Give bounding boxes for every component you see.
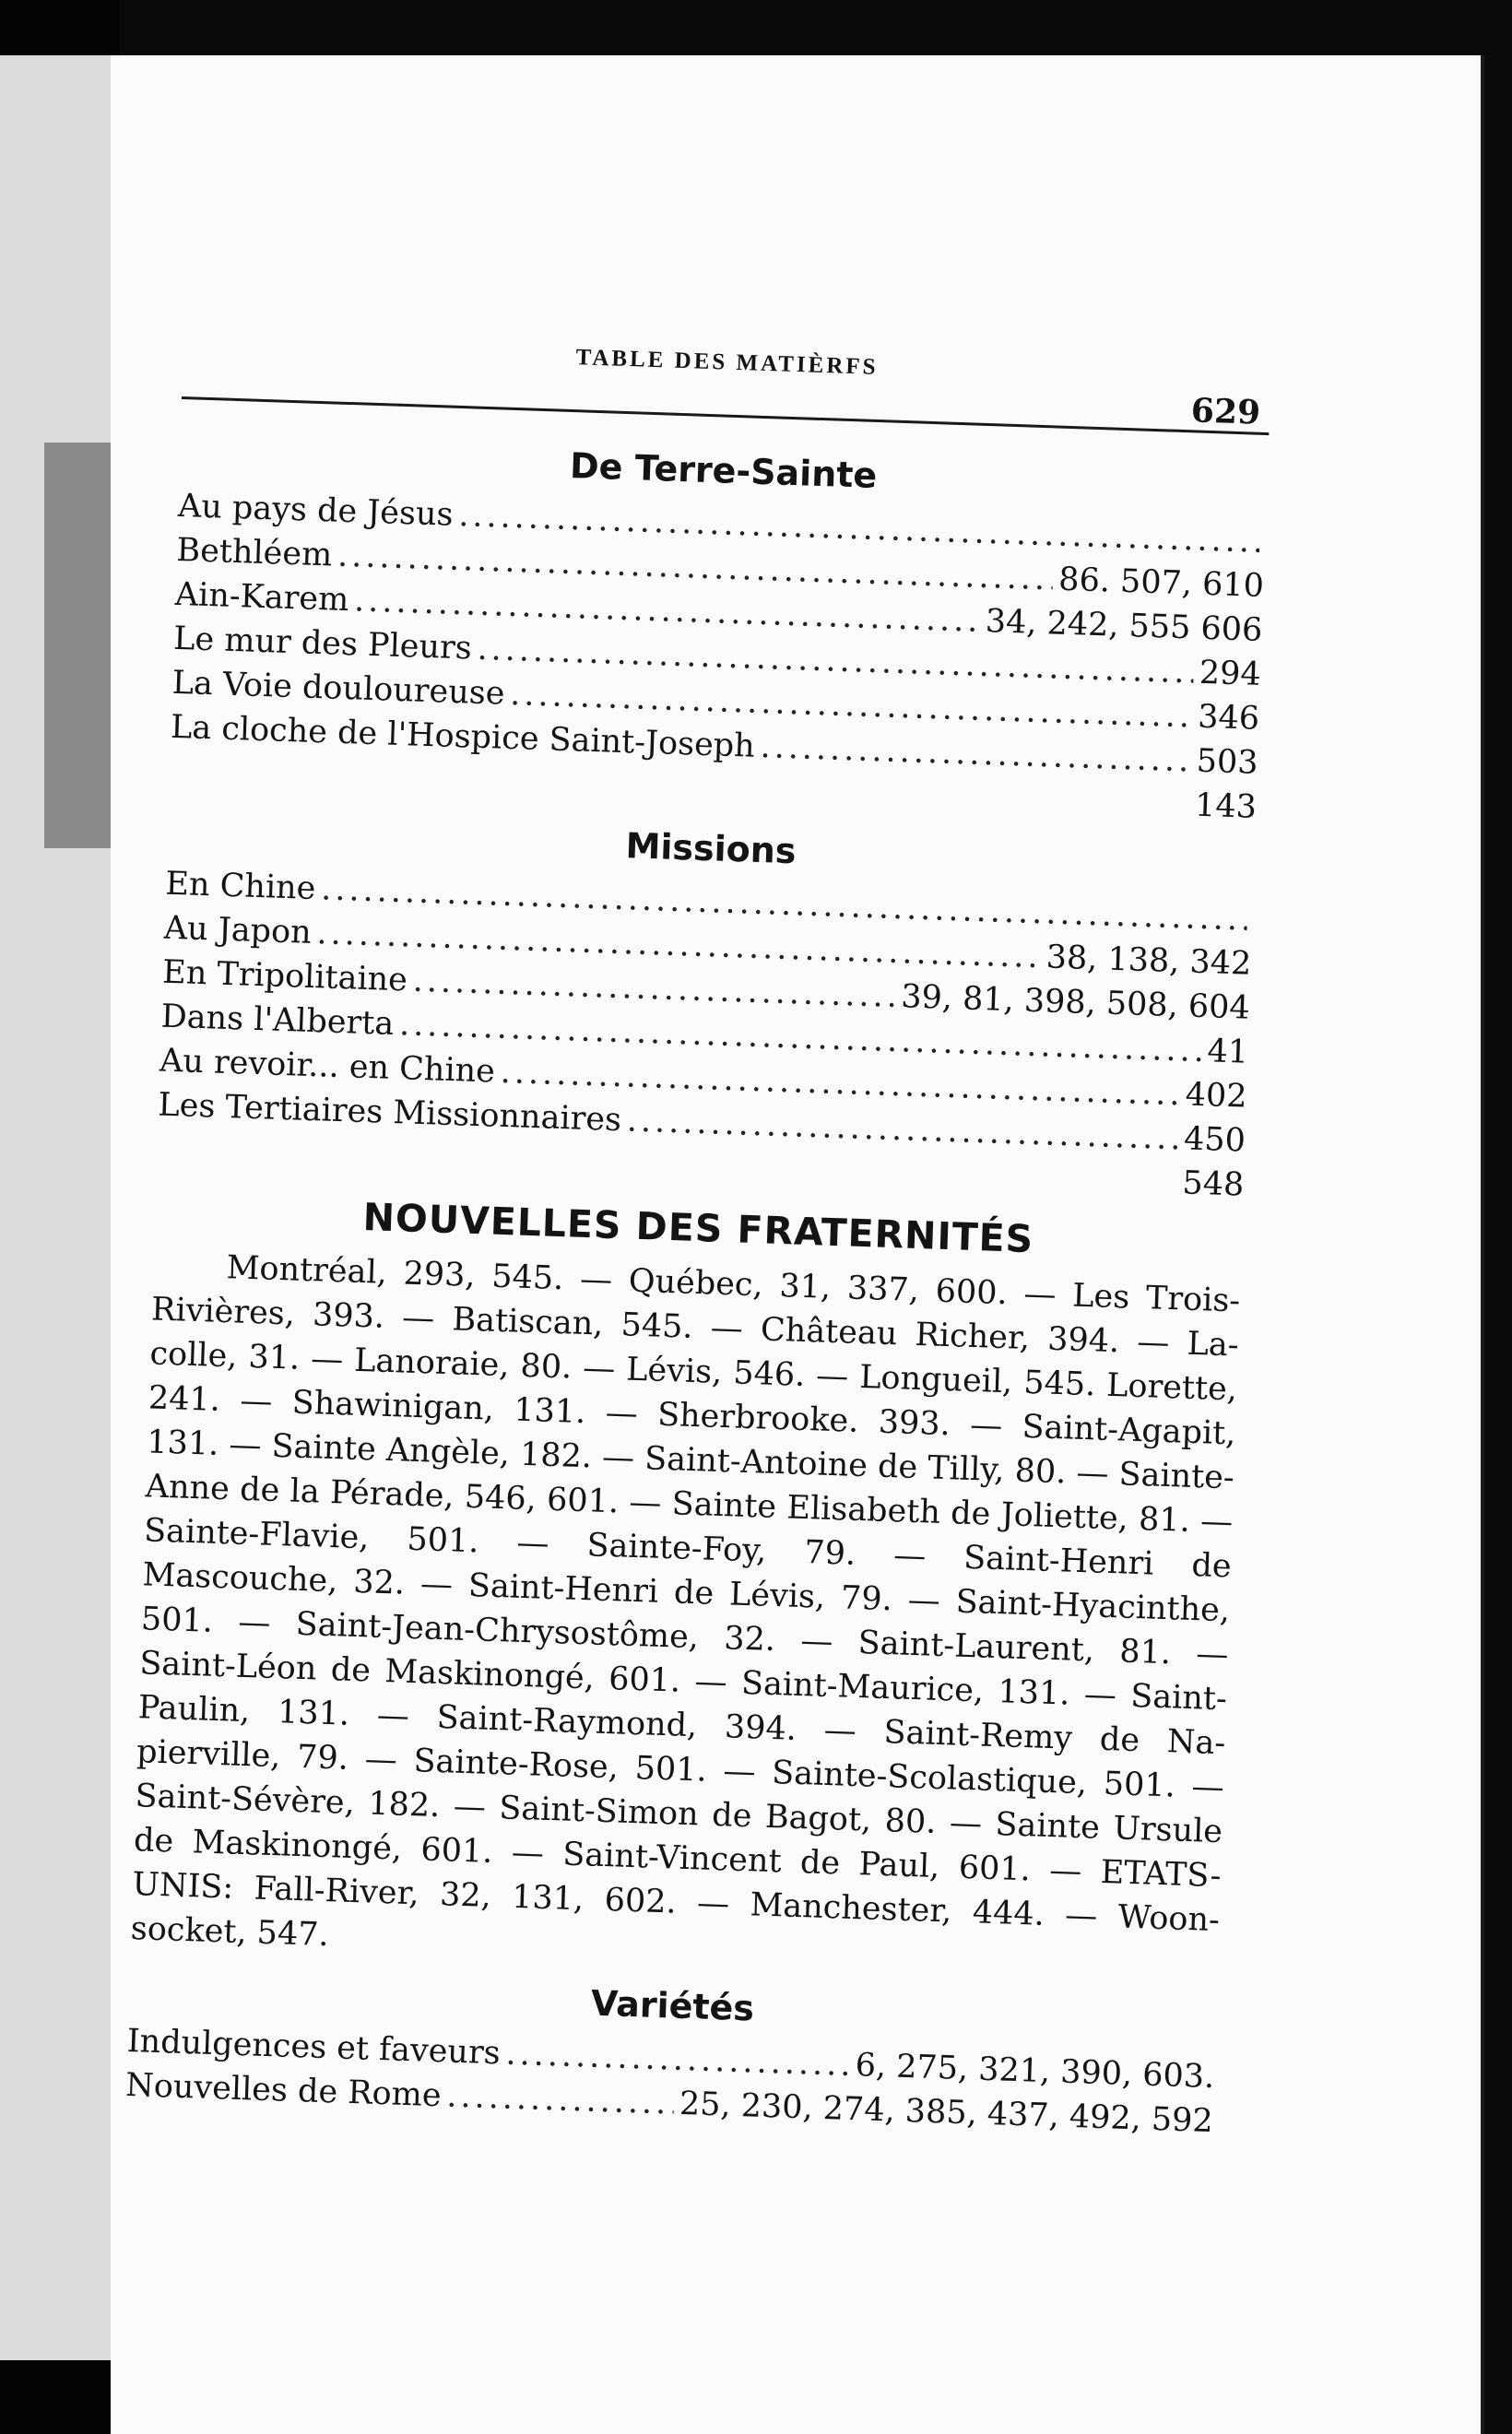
- entry-pages: 346: [1197, 698, 1260, 738]
- running-title: TABLE DES MATIÈRFS: [575, 345, 879, 380]
- entry-pages: 38, 138, 342: [1045, 939, 1252, 983]
- entry-pages: 86. 507, 610: [1057, 561, 1265, 605]
- entry-label: Ain-Karem: [174, 575, 349, 620]
- section-title-varietes: Variétés: [590, 1982, 755, 2029]
- entry-list-missions: [158, 862, 1254, 1164]
- entry-label: En Tripolitaine: [161, 953, 408, 999]
- fraternites-paragraph: Montréal, 293, 545. — Québec, 31, 337, 600. — Les Trois-Rivières, 393. — Batiscan, 545. — Château Richer, 394. — La-colle, 31. — Lanoraie, 80. — Lévis, 546. — Longueil, 545. Lorette, 241. — Shawinigan, 131. — Sherbrooke. 393. — Saint-Agapit, 131. — Sainte Angèle, 182. — Saint-Antoine de Tilly, 80. — Sainte-Anne de la Pérade, 546, 601. — Sainte Elisabeth de Joliette, 81. — Sainte-Flavie, 501. — Sainte-Foy, 79. — Saint-Henri de Mascouche, 32. — Saint-Henri de Lévis, 79. — Saint-Hyacinthe, 501. — Saint-Jean-Chrysostôme, 32. — Saint-Laurent, 81. — Saint-Léon de Maskinongé, 601. — Saint-Maurice, 131. — Saint-Paulin, 131. — Saint-Raymond, 394. — Saint-Remy de Na-pierville, 79. — Sainte-Rose, 501. — Sainte-Scolastique, 501. — Saint-Sévère, 182. — Saint-Simon de Bagot, 80. — Sainte Ursule de Maskinongé, 601. — Saint-Vincent de Paul, 601. — ETATS-UNIS: Fall-River, 32, 131, 602. — Manchester, 444. — Woon-socket, 547.: [130, 1249, 1241, 1955]
- entry-label: Indulgences et faveurs: [126, 2022, 502, 2073]
- section-title-fraternites: NOUVELLES DES FRATERNITÉS: [361, 1194, 1034, 1262]
- entry-pages: 25, 230, 274, 385, 437, 492, 592: [679, 2085, 1214, 2141]
- entry-pages: 39, 81, 398, 508, 604: [900, 978, 1251, 1027]
- entry-pages: 34, 242, 555 606: [985, 603, 1263, 649]
- entry-pages: 450: [1183, 1120, 1246, 1160]
- entry-label: Dans l'Alberta: [160, 998, 395, 1043]
- section-title-missions: Missions: [624, 825, 797, 872]
- trailing-page-ref: 143: [1194, 786, 1258, 826]
- page-content: [124, 313, 1271, 2144]
- entry-pages: 402: [1185, 1076, 1248, 1116]
- entry-label: Le mur des Pleurs: [172, 620, 473, 668]
- entry-label: La Voie douloureuse: [171, 664, 506, 713]
- entry-pages: 41: [1206, 1033, 1249, 1071]
- section-title-terre-sainte: De Terre-Sainte: [569, 444, 878, 496]
- previous-page-edge: [0, 55, 112, 2360]
- entry-label: La cloche de l'Hospice Saint-Joseph: [170, 708, 756, 765]
- entry-label: Bethléem: [175, 531, 333, 574]
- entry-label: Au pays de Jésus: [177, 487, 455, 534]
- entry-label: Au revoir... en Chine: [159, 1042, 496, 1091]
- entry-label: En Chine: [164, 865, 317, 908]
- entry-label: Les Tertiaires Missionnaires: [157, 1086, 622, 1140]
- dot-leader: [446, 2074, 675, 2126]
- entry-label: Nouvelles de Rome: [124, 2066, 443, 2115]
- trailing-page-ref: 548: [1181, 1164, 1245, 1204]
- entry-list-terre-sainte: [170, 484, 1266, 786]
- entry-pages: 294: [1199, 654, 1262, 693]
- page-number: 629: [1190, 391, 1261, 432]
- entry-label: Au Japon: [163, 909, 313, 951]
- book-page: [111, 55, 1484, 2434]
- entry-pages: 6, 275, 321, 390, 603.: [855, 2047, 1215, 2097]
- running-header: [182, 313, 1271, 435]
- entry-pages: 503: [1196, 742, 1259, 782]
